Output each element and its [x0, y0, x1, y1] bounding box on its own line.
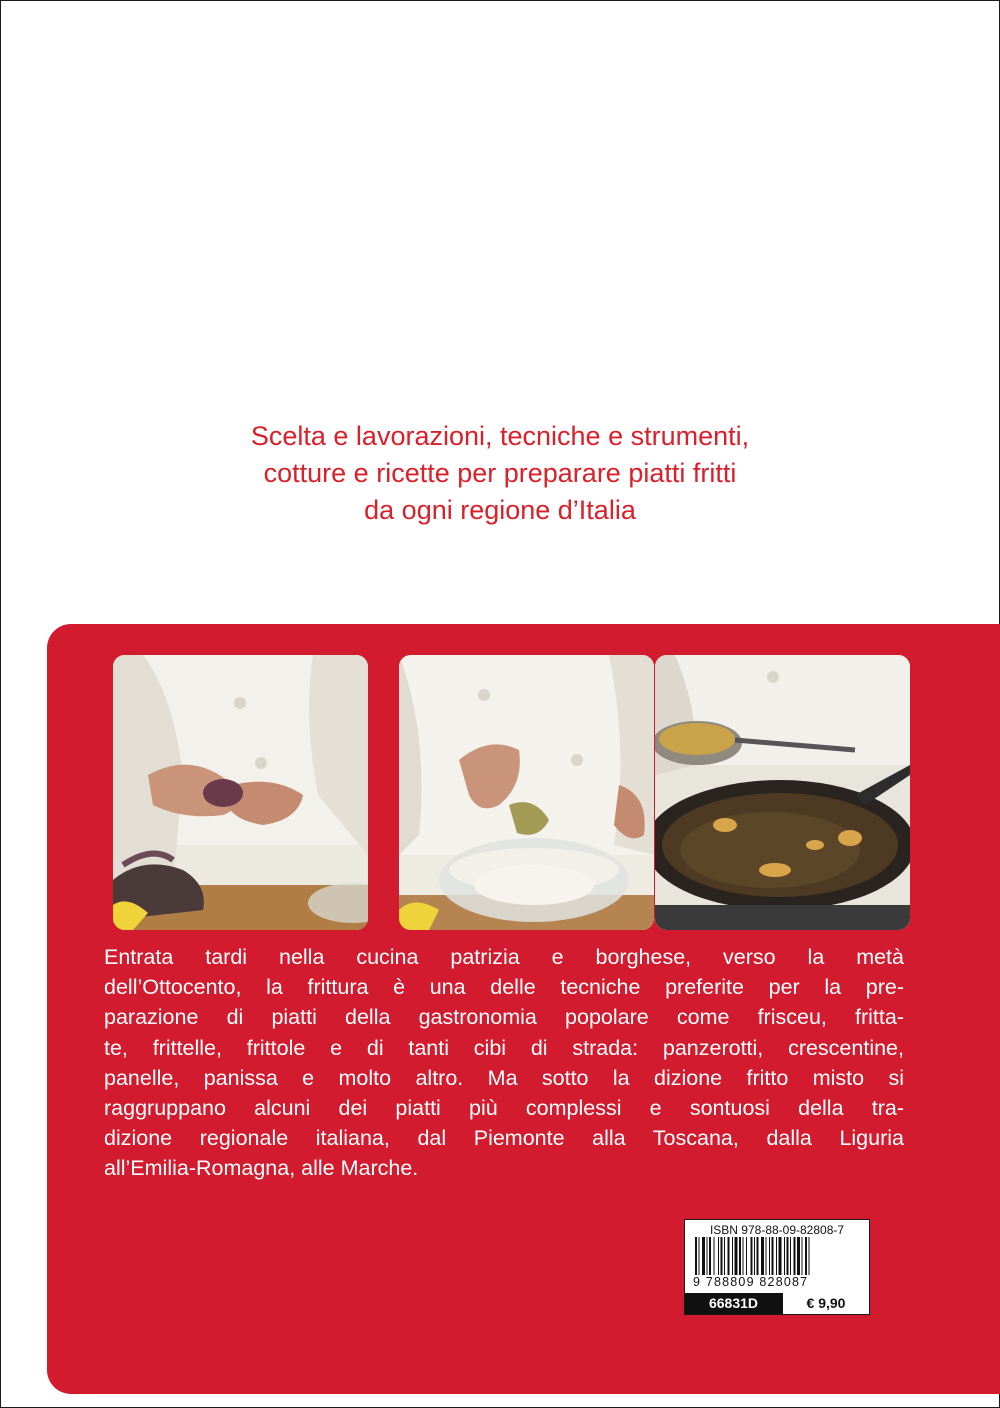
- barcode-bar: [797, 1237, 800, 1275]
- barcode-bar: [739, 1237, 741, 1275]
- ean-digits: 9 788809 828087: [693, 1275, 809, 1289]
- barcode-bar: [809, 1237, 810, 1275]
- barcode-label: [684, 1219, 870, 1315]
- description-line: Entrata tardi nella cucina patrizia e borghese, verso la metà: [104, 945, 904, 969]
- barcode-bar: [718, 1237, 719, 1275]
- barcode-bar: [721, 1237, 723, 1275]
- barcode-bar: [709, 1237, 711, 1275]
- barcode-bar: [751, 1237, 753, 1275]
- barcode-bar: [746, 1237, 747, 1275]
- barcode-bar: [802, 1237, 803, 1275]
- barcode-bar: [787, 1237, 789, 1275]
- barcode-bar: [784, 1237, 785, 1275]
- barcode-bar: [724, 1237, 725, 1275]
- barcode-bar: [732, 1237, 733, 1275]
- description-paragraph: [104, 942, 904, 1184]
- description-line: panelle, panissa e molto altro. Ma sotto la dizione fritto misto si: [104, 1065, 904, 1090]
- barcode-bar: [699, 1237, 700, 1275]
- barcode-bar: [707, 1237, 708, 1275]
- product-code: 66831D: [685, 1293, 782, 1314]
- barcode-bar: [769, 1237, 770, 1275]
- description-line: te, frittelle, frittole e di tanti cibi di strada: panzerotti, crescentine,: [104, 1035, 904, 1060]
- tagline-line: Scelta e lavorazioni, tecniche e strumenti,: [250, 421, 750, 451]
- description-line: dizione regionale italiana, dal Piemonte alla Toscana, dalla Liguria: [104, 1126, 904, 1151]
- barcode-bar: [772, 1237, 774, 1275]
- barcode-bar: [779, 1237, 782, 1275]
- barcode-bar: [766, 1237, 767, 1275]
- barcode-bar: [761, 1237, 764, 1275]
- barcode-bar: [735, 1237, 738, 1275]
- barcode-bar: [714, 1237, 715, 1275]
- description-line: all’Emilia-Romagna, alle Marche.: [104, 1156, 419, 1181]
- barcode-bar: [757, 1237, 759, 1275]
- description-line: parazione di piatti della gastronomia popolare come frisceu, fritta-: [104, 1005, 904, 1030]
- barcode-bar: [728, 1237, 730, 1275]
- tagline: [0, 418, 1000, 529]
- barcode-bar: [695, 1237, 697, 1275]
- description-line: dell’Ottocento, la frittura è una delle tecniche preferite per la pre-: [104, 975, 904, 1000]
- isbn-text: ISBN 978-88-09-82808-7: [709, 1223, 845, 1237]
- frying-pan-with-oil-photo: [655, 655, 910, 930]
- tagline-line: cotture e ricette per preparare piatti fritti: [263, 458, 737, 488]
- chef-cleaning-artichoke-photo: [113, 655, 368, 930]
- barcode-bar: [702, 1237, 705, 1275]
- description-line: raggruppano alcuni dei piatti più complessi e sontuosi della tra-: [104, 1095, 904, 1120]
- price: € 9,90: [782, 1293, 869, 1314]
- barcode-bar: [790, 1237, 791, 1275]
- tagline-line: da ogni regione d’Italia: [364, 495, 636, 525]
- barcode-bar: [794, 1237, 796, 1275]
- barcode-bar: [743, 1237, 744, 1275]
- chef-dredging-artichoke-in-flour-photo: [399, 655, 654, 930]
- barcode-bar: [754, 1237, 755, 1275]
- barcode-bar: [805, 1237, 807, 1275]
- barcode-bars: [695, 1237, 859, 1275]
- barcode-bar: [776, 1237, 777, 1275]
